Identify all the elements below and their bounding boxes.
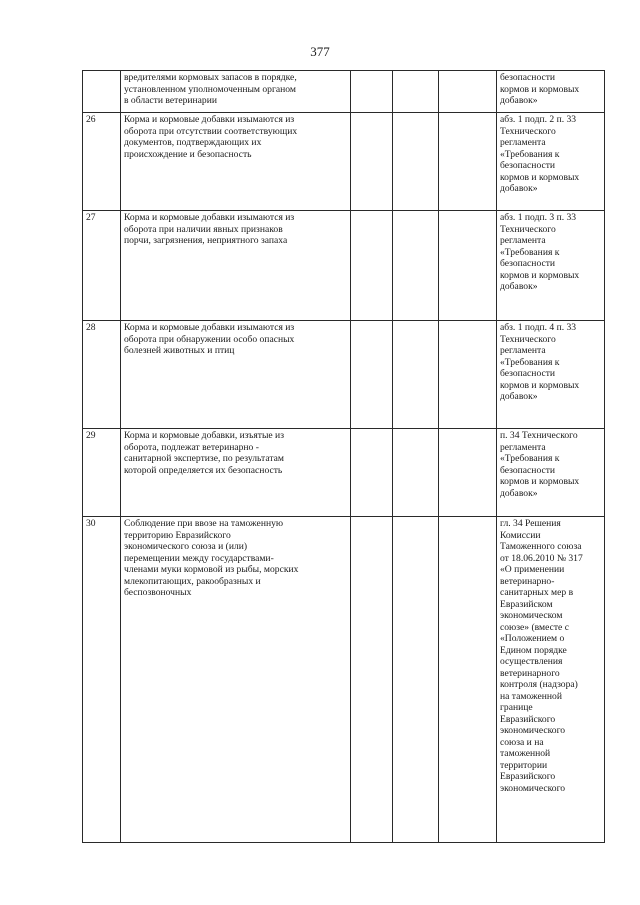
- empty-cell: [393, 517, 439, 843]
- empty-cell: [439, 321, 497, 429]
- empty-cell: [351, 71, 393, 113]
- requirement-text: Соблюдение при ввозе на таможенную территорию Евразийского экономического союза и (или) перемещении между государствами- членами муки кормовой из рыбы, морских млекопитающих, ракообразных и беспозвоночных: [121, 517, 351, 843]
- row-number: 30: [83, 517, 121, 843]
- row-number: [83, 71, 121, 113]
- legal-reference: абз. 1 подп. 2 п. 33 Технического регламента «Требования к безопасности кормов и кормовых добавок»: [497, 113, 605, 211]
- empty-cell: [393, 71, 439, 113]
- empty-cell: [351, 113, 393, 211]
- requirement-text: Корма и кормовые добавки изымаются из оборота при наличии явных признаков порчи, загрязнения, неприятного запаха: [121, 211, 351, 321]
- empty-cell: [393, 429, 439, 517]
- table-row: [83, 321, 605, 429]
- legal-reference: п. 34 Технического регламента «Требования к безопасности кормов и кормовых добавок»: [497, 429, 605, 517]
- legal-reference: гл. 34 Решения Комиссии Таможенного союза от 18.06.2010 № 317 «О применении ветеринарно- санитарных мер в Евразийском экономическом союзе» (вместе с «Положением о Едином порядке осуществления ветеринарного контроля (надзора) на таможенной границе Евразийского экономического союза и на таможенной территории Евразийского экономического: [497, 517, 605, 843]
- table-row: [83, 429, 605, 517]
- legal-reference: абз. 1 подп. 3 п. 33 Технического регламента «Требования к безопасности кормов и кормовых добавок»: [497, 211, 605, 321]
- empty-cell: [393, 113, 439, 211]
- legal-reference: абз. 1 подп. 4 п. 33 Технического регламента «Требования к безопасности кормов и кормовых добавок»: [497, 321, 605, 429]
- empty-cell: [351, 321, 393, 429]
- table-row: [83, 113, 605, 211]
- requirement-text: вредителями кормовых запасов в порядке, установленном уполномоченным органом в области ветеринарии: [121, 71, 351, 113]
- table-row: [83, 211, 605, 321]
- table-row: [83, 71, 605, 113]
- empty-cell: [351, 211, 393, 321]
- page-number: 377: [310, 44, 330, 59]
- requirement-text: Корма и кормовые добавки изымаются из оборота при обнаружении особо опасных болезней животных и птиц: [121, 321, 351, 429]
- empty-cell: [439, 517, 497, 843]
- legal-reference: безопасности кормов и кормовых добавок»: [497, 71, 605, 113]
- empty-cell: [351, 517, 393, 843]
- requirement-text: Корма и кормовые добавки, изъятые из оборота, подлежат ветеринарно - санитарной экспертизе, по результатам которой определяется их безопасность: [121, 429, 351, 517]
- requirement-text: Корма и кормовые добавки изымаются из оборота при отсутствии соответствующих документов, подтверждающих их происхождение и безопасность: [121, 113, 351, 211]
- table-row: [83, 517, 605, 843]
- requirements-table: [82, 70, 605, 843]
- empty-cell: [439, 113, 497, 211]
- empty-cell: [439, 71, 497, 113]
- row-number: 26: [83, 113, 121, 211]
- empty-cell: [393, 211, 439, 321]
- empty-cell: [439, 211, 497, 321]
- row-number: 29: [83, 429, 121, 517]
- row-number: 28: [83, 321, 121, 429]
- row-number: 27: [83, 211, 121, 321]
- empty-cell: [439, 429, 497, 517]
- empty-cell: [393, 321, 439, 429]
- empty-cell: [351, 429, 393, 517]
